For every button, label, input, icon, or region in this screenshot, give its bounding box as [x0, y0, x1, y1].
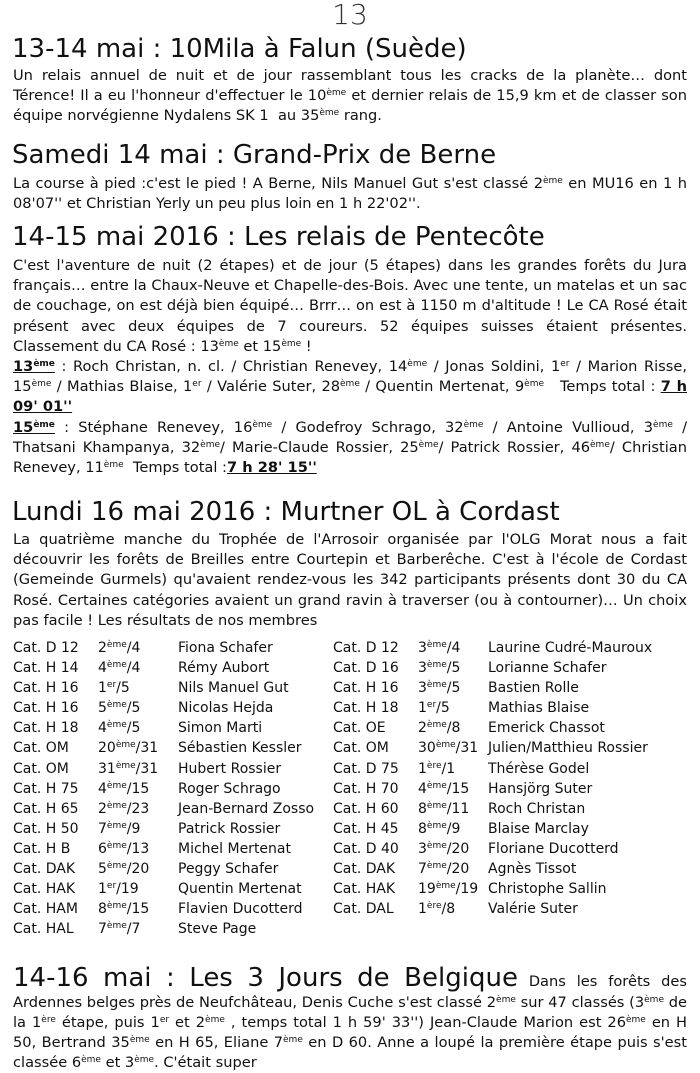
result-rank: 8ème/15 — [98, 901, 150, 918]
result-category: Cat. H 14 — [13, 660, 79, 677]
result-category: Cat. D 12 — [13, 640, 79, 656]
result-rank: 1er/19 — [98, 881, 139, 898]
result-rank: 3ème/4 — [418, 640, 461, 656]
result-name: Nicolas Hejda — [178, 700, 274, 717]
result-row — [13, 761, 693, 781]
result-row — [13, 841, 693, 861]
result-category: Cat. H 18 — [13, 720, 79, 737]
result-name: Floriane Ducotterd — [488, 840, 619, 857]
section-text-pentecote: C'est l'aventure de nuit (2 étapes) et de jour (5 étapes) dans les grandes forêts du Jura français… entre la Chaux-Neuve et Chapelle-des-Bois. Avec une tente, un matelas et un sac de couchage, on est déjà bien équipé… Brrr… on est à 1150 m d'altitude ! Le CA Rosé était présent avec deux équipes de 7 coureurs. 52 équipes suisses étaient présentes. Classement du CA Rosé : 13ème et 15ème ! 13ème : Roch Christan, n. cl. / Christian Renevey, 14ème / Jonas Soldini, 1er / Marion Risse, 15ème / Mathias Blaise, 1er / Valérie Suter, 28ème / Quentin Mertenat, 9ème Temps total : 7 h 09' 01'' 15ème : Stéphane Renevey, 16ème / Godefroy Schrago, 32ème / Antoine Vullioud, 3ème / Thatsani Khampanya, 32ème/ Marie-Claude Rossier, 25ème/ Patrick Rossier, 46ème/ Christian Renevey, 11ème Temps total :7 h 28' 15'' — [13, 257, 688, 477]
result-name: Emerick Chassot — [488, 720, 605, 737]
result-rank: 1ère/8 — [418, 901, 456, 918]
result-name: Bastien Rolle — [488, 680, 579, 697]
result-row — [13, 700, 693, 720]
result-name: Roch Christan — [488, 800, 586, 817]
result-category: Cat. D 75 — [333, 760, 399, 777]
result-name: Sébastien Kessler — [178, 740, 302, 757]
result-category: Cat. OM — [13, 740, 69, 757]
result-name: Hansjörg Suter — [488, 780, 593, 797]
result-category: Cat. DAL — [333, 901, 394, 918]
result-rank: 8ème/9 — [418, 820, 461, 837]
result-rank: 1er/5 — [418, 700, 450, 717]
result-name: Roger Schrago — [178, 780, 281, 797]
result-category: Cat. OM — [13, 760, 69, 777]
result-row — [13, 921, 693, 941]
result-row — [13, 801, 693, 821]
result-category: Cat. DAK — [13, 861, 76, 878]
result-rank: 2ème/4 — [98, 640, 141, 656]
result-category: Cat. D 12 — [333, 640, 399, 656]
result-row — [13, 660, 693, 680]
result-row — [13, 740, 693, 760]
result-rank: 7ème/20 — [418, 861, 470, 878]
result-name: Fiona Schafer — [178, 640, 273, 656]
result-category: Cat. OE — [333, 720, 386, 737]
result-category: Cat. H 65 — [13, 800, 79, 817]
result-category: Cat. HAM — [13, 901, 78, 918]
result-name: Christophe Sallin — [488, 881, 607, 898]
result-name: Michel Mertenat — [178, 840, 291, 857]
result-rank: 4ème/4 — [98, 660, 141, 677]
result-category: Cat. H 70 — [333, 780, 399, 797]
result-category: Cat. H 75 — [13, 780, 79, 797]
result-category: Cat. OM — [333, 740, 389, 757]
result-name: Laurine Cudré-Mauroux — [488, 640, 653, 656]
section-text-cordast: La quatrième manche du Trophée de l'Arrosoir organisée par l'OLG Morat nous a fait découvrir les forêts de Breilles entre Courtepin et Barberêche. C'est à l'école de Cordast (Gemeinde Gurmels) qu'avaient rendez-vous les 342 participants présents dont 30 du CA Rosé. Certaines catégories avaient un grand ravin à traverser (ou à contourner)… Un choix pas facile ! Les résultats de nos membres — [13, 531, 687, 629]
result-name: Steve Page — [178, 921, 257, 938]
result-rank: 3ème/5 — [418, 660, 461, 677]
section-title-berne: Samedi 14 mai : Grand-Prix de Berne — [12, 140, 497, 170]
result-category: Cat. D 40 — [333, 840, 399, 857]
result-name: Agnès Tissot — [488, 861, 577, 878]
result-row — [13, 781, 693, 801]
result-category: Cat. H B — [13, 840, 71, 857]
result-row — [13, 680, 693, 700]
result-rank: 2ème/23 — [98, 800, 150, 817]
result-rank: 1er/5 — [98, 680, 130, 697]
result-name: Julien/Matthieu Rossier — [488, 740, 648, 757]
section-title-belgique: 14-16 mai : Les 3 Jours de Belgique — [13, 962, 518, 993]
section-belgique: 14-16 mai : Les 3 Jours de Belgique Dans les forêts des Ardennes belges près de Neufchâteau, Denis Cuche s'est classé 2ème sur 47 classés (3ème de la 1ère étape, puis 1er et 2ème , temps total 1 h 59' 33'') Jean-Claude Marion est 26ème en H 50, Bertrand 35ème en H 65, Eliane 7ème en D 60. Anne a loupé la première étape puis s'est classée 6ème et 3ème. C'était super — [13, 962, 688, 1072]
page-number: 13 — [332, 0, 368, 31]
result-rank: 2ème/8 — [418, 720, 461, 737]
result-row — [13, 821, 693, 841]
result-name: Valérie Suter — [488, 901, 578, 918]
result-rank: 4ème/5 — [98, 720, 141, 737]
result-row — [13, 720, 693, 740]
result-rank: 8ème/11 — [418, 800, 470, 817]
section-text-10mila: Un relais annuel de nuit et de jour rassemblant tous les cracks de la planète… dont Térence! Il a eu l'honneur d'effectuer le 10ème et dernier relais de 15,9 km et de classer son équipe norvégienne Nydalens SK 1 au 35ème rang. — [13, 67, 687, 125]
result-rank: 6ème/13 — [98, 840, 150, 857]
result-category: Cat. DAK — [333, 861, 396, 878]
result-rank: 3ème/5 — [418, 680, 461, 697]
result-rank: 1ère/1 — [418, 760, 456, 777]
result-row — [13, 901, 693, 921]
result-name: Peggy Schafer — [178, 861, 279, 878]
result-category: Cat. HAK — [333, 881, 396, 898]
result-rank: 3ème/20 — [418, 840, 470, 857]
result-rank: 4ème/15 — [418, 780, 470, 797]
result-category: Cat. H 16 — [13, 700, 79, 717]
result-row — [13, 861, 693, 881]
result-rank: 7ème/7 — [98, 921, 141, 938]
result-category: Cat. H 60 — [333, 800, 399, 817]
result-category: Cat. H 16 — [13, 680, 79, 697]
result-name: Jean-Bernard Zosso — [178, 800, 315, 817]
result-category: Cat. H 16 — [333, 680, 399, 697]
result-row — [13, 640, 693, 660]
result-name: Patrick Rossier — [178, 820, 281, 837]
section-title-pentecote: 14-15 mai 2016 : Les relais de Pentecôte — [12, 222, 545, 252]
result-category: Cat. D 16 — [333, 660, 399, 677]
section-title-cordast: Lundi 16 mai 2016 : Murtner OL à Cordast — [12, 497, 560, 527]
result-rank: 20ème/31 — [98, 740, 159, 757]
result-name: Nils Manuel Gut — [178, 680, 289, 697]
result-name: Mathias Blaise — [488, 700, 590, 717]
result-category: Cat. H 18 — [333, 700, 399, 717]
result-name: Quentin Mertenat — [178, 881, 302, 898]
result-rank: 5ème/20 — [98, 861, 150, 878]
result-rank: 31ème/31 — [98, 760, 159, 777]
result-name: Simon Marti — [178, 720, 263, 737]
result-name: Hubert Rossier — [178, 760, 282, 777]
result-rank: 4ème/15 — [98, 780, 150, 797]
section-title-10mila: 13-14 mai : 10Mila à Falun (Suède) — [12, 34, 467, 64]
result-name: Lorianne Schafer — [488, 660, 607, 677]
result-rank: 30ème/31 — [418, 740, 479, 757]
section-text-berne: La course à pied :c'est le pied ! A Berne, Nils Manuel Gut s'est classé 2ème en MU16 en 1 h 08'07'' et Christian Yerly un peu plus loin en 1 h 22'02''. — [13, 175, 687, 213]
result-rank: 5ème/5 — [98, 700, 141, 717]
result-category: Cat. HAL — [13, 921, 74, 938]
result-category: Cat. H 45 — [333, 820, 399, 837]
result-name: Thérèse Godel — [488, 760, 590, 777]
result-category: Cat. HAK — [13, 881, 76, 898]
result-name: Flavien Ducotterd — [178, 901, 303, 918]
result-name: Blaise Marclay — [488, 820, 589, 837]
result-rank: 7ème/9 — [98, 820, 141, 837]
result-name: Rémy Aubort — [178, 660, 270, 677]
results-table — [13, 640, 693, 941]
result-rank: 19ème/19 — [418, 881, 479, 898]
result-row — [13, 881, 693, 901]
result-category: Cat. H 50 — [13, 820, 79, 837]
